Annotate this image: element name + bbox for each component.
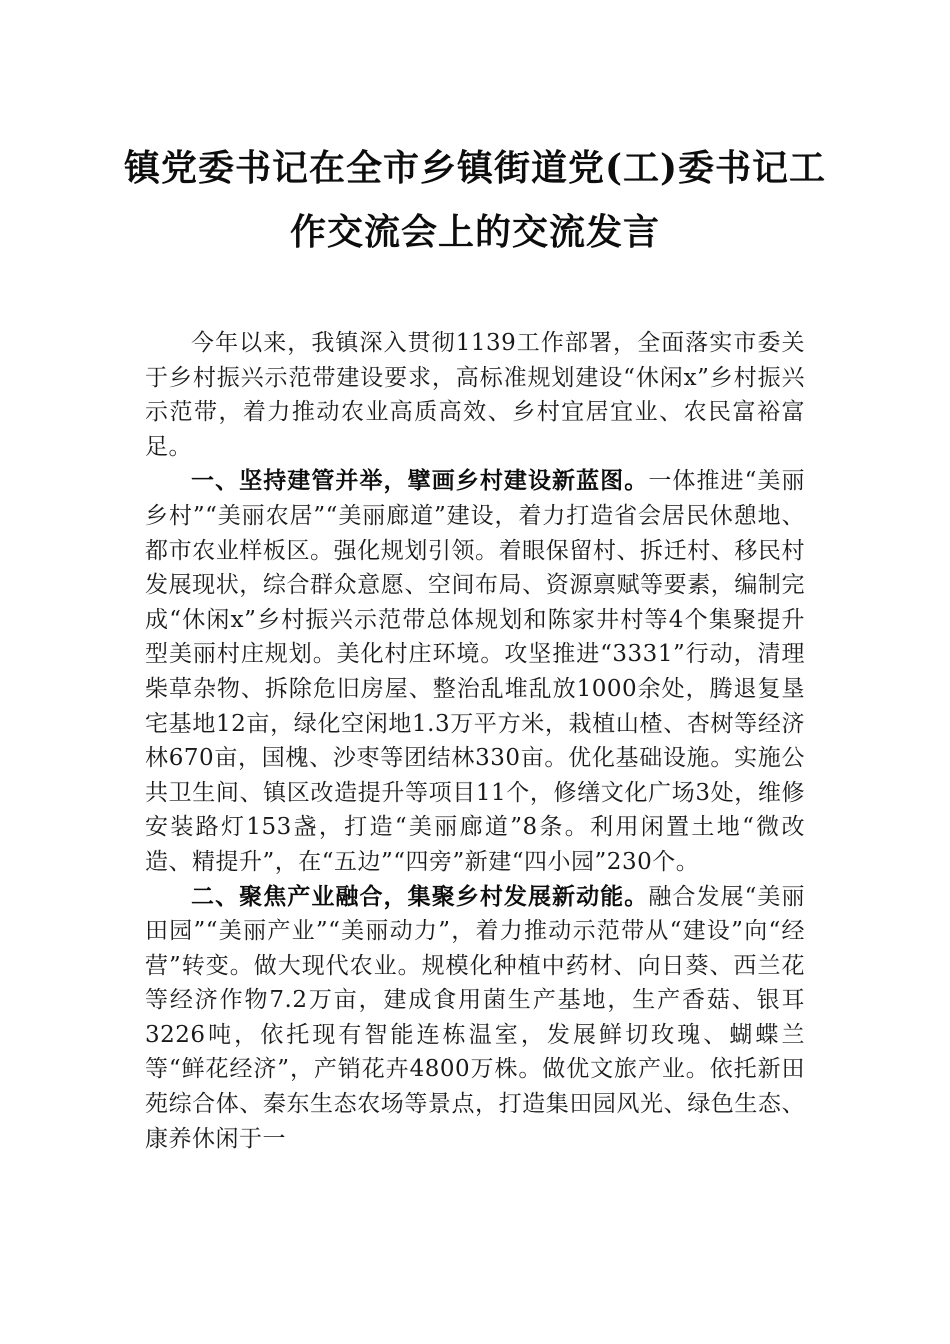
document-body [145,326,805,1156]
section-heading: 一、坚持建管并举，擘画乡村建设新蓝图。 [191,468,649,495]
section-heading: 二、聚焦产业融合，集聚乡村发展新动能。 [191,883,649,910]
title-line-2: 作交流会上的交流发言 [289,211,660,253]
paragraph-text: 融合发展“美丽田园”“美丽产业”“美丽动力”，着力推动示范带从“建设”向“经营”转变。做大现代农业。规模化种植中药材、向日葵、西兰花等经济作物7.2万亩，建成食用菌生产基地，生产香菇、银耳3226吨，依托现有智能连栋温室，发展鲜切玫瑰、蝴蝶兰等“鲜花经济”，产销花卉4800万株。做优文旅产业。依托新田苑综合体、秦东生态农场等景点，打造集田园风光、绿色生态、康养休闲于一 [145,883,806,1152]
document-title [120,136,830,264]
paragraph-text: 今年以来，我镇深入贯彻1139工作部署，全面落实市委关于乡村振兴示范带建设要求，高标准规划建设“休闲x”乡村振兴示范带，着力推动农业高质高效、乡村宜居宜业、农民富裕富足。 [145,330,805,460]
title-line-1: 镇党委书记在全市乡镇街道党(工)委书记工 [123,147,827,189]
paragraph-text: 一体推进“美丽乡村”“美丽农居”“美丽廊道”建设，着力打造省会居民休憩地、都市农业样板区。强化规划引领。着眼保留村、拆迁村、移民村发展现状，综合群众意愿、空间布局、资源禀赋等要素，编制完成“休闲x”乡村振兴示范带总体规划和陈家井村等4个集聚提升型美丽村庄规划。美化村庄环境。攻坚推进“3331”行动，清理柴草杂物、拆除危旧房屋、整治乱堆乱放1000余处，腾退复垦宅基地12亩，绿化空闲地1.3万平方米，栽植山楂、杏树等经济林670亩，国槐、沙枣等团结林330亩。优化基础设施。实施公共卫生间、镇区改造提升等项目11个，修缮文化广场3处，维修安装路灯153盏，打造“美丽廊道”8条。利用闲置土地“微改造、精提升”，在“五边”“四旁”新建“四小园”230个。 [145,468,806,875]
paragraph-section-2 [145,880,805,1157]
paragraph-section-1 [145,464,805,879]
paragraph-intro [145,326,805,464]
